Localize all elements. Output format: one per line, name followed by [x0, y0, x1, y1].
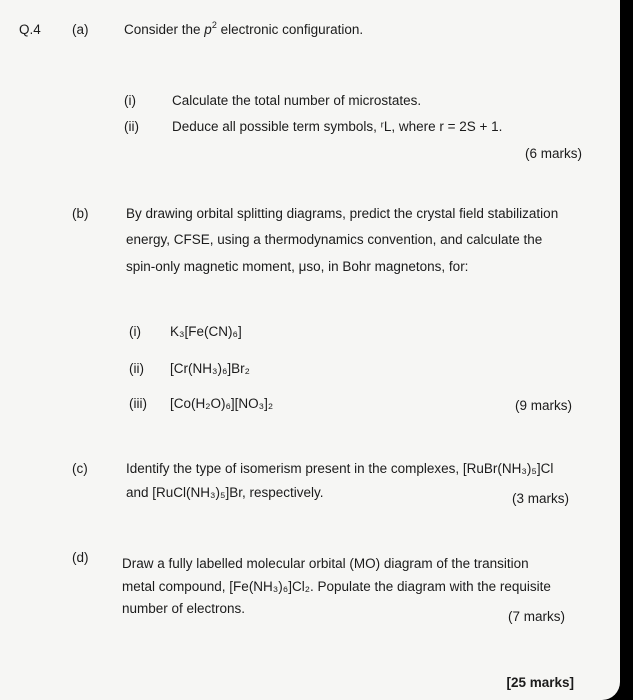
- part-b-item-num: (i): [129, 324, 141, 339]
- part-a-marks: (6 marks): [525, 146, 582, 161]
- part-a-stem-post: electronic configuration.: [216, 22, 364, 37]
- part-a-item-num: (i): [124, 93, 136, 108]
- part-c-marks: (3 marks): [512, 491, 569, 506]
- part-a-label: (a): [72, 22, 89, 37]
- part-a-item-text: Calculate the total number of microstates.: [172, 93, 422, 108]
- part-d-label: (d): [72, 550, 89, 565]
- part-d-line: metal compound, [Fe(NH₃)₆]Cl₂. Populate the diagram with the requisite: [122, 579, 551, 594]
- part-b-item-num: (iii): [129, 396, 147, 411]
- part-a-stem-pre: Consider the: [124, 22, 205, 37]
- part-b-marks: (9 marks): [515, 398, 572, 413]
- question-number: Q.4: [19, 22, 41, 37]
- part-a-stem-sup: 2: [211, 20, 217, 30]
- part-d-marks: (7 marks): [508, 609, 565, 624]
- total-marks: [25 marks]: [506, 675, 574, 690]
- part-b-line: spin-only magnetic moment, μso, in Bohr magnetons, for:: [126, 259, 469, 274]
- part-a-stem: [124, 21, 363, 39]
- part-b-line: energy, CFSE, using a thermodynamics convention, and calculate the: [126, 232, 543, 247]
- part-b-item-text: [Cr(NH₃)₆]Br₂: [170, 361, 250, 376]
- part-a-stem-p: p: [204, 22, 212, 37]
- part-b-item-text: [Co(H₂O)₆][NO₃]₂: [170, 396, 274, 411]
- part-c-line: and [RuCl(NH₃)₅]Br, respectively.: [126, 485, 324, 500]
- part-d-line: Draw a fully labelled molecular orbital (MO) diagram of the transition: [122, 556, 529, 571]
- part-a-item-num: (ii): [124, 119, 139, 134]
- part-a-item-text: Deduce all possible term symbols, ʳL, where r = 2S + 1.: [172, 119, 503, 134]
- part-c-label: (c): [72, 461, 88, 476]
- part-b-item-num: (ii): [129, 361, 144, 376]
- part-b-line: By drawing orbital splitting diagrams, predict the crystal field stabilization: [126, 206, 559, 221]
- part-b-label: (b): [72, 206, 89, 221]
- part-d-line: number of electrons.: [122, 601, 246, 616]
- part-c-line: Identify the type of isomerism present in the complexes, [RuBr(NH₃)₅]Cl: [126, 461, 554, 476]
- part-b-item-text: K₃[Fe(CN)₆]: [170, 324, 242, 339]
